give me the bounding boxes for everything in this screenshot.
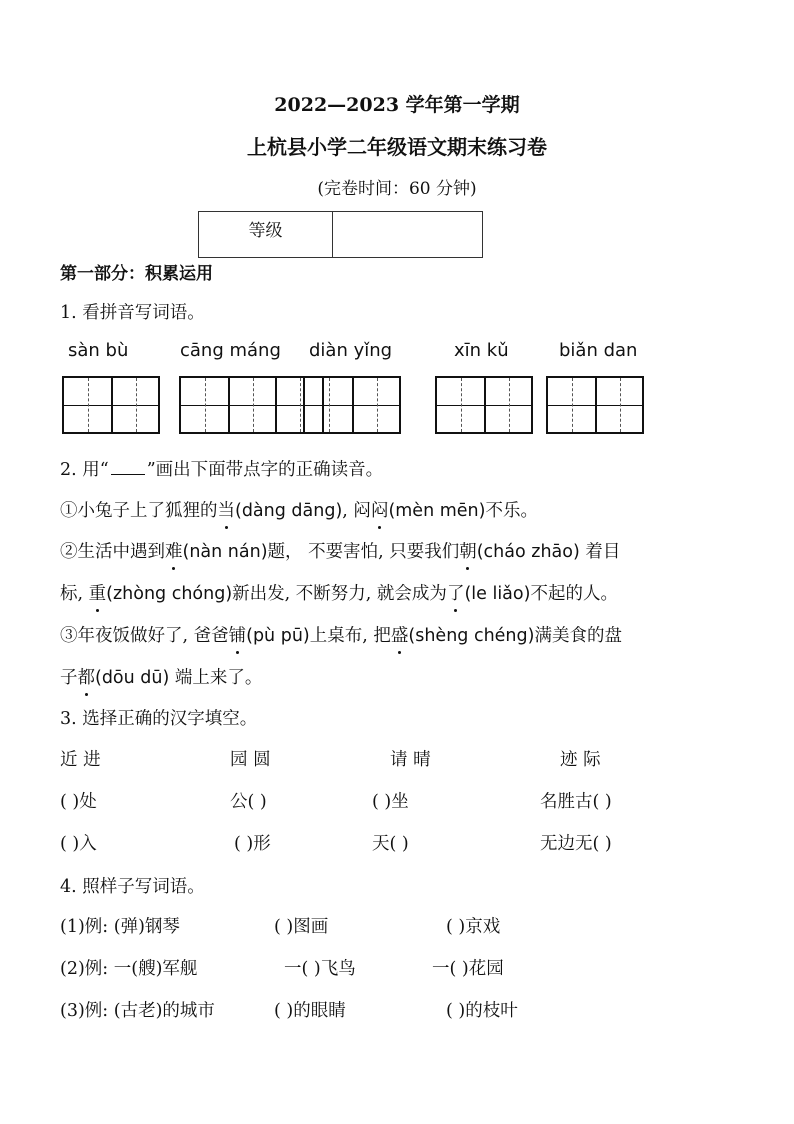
writing-grid-3[interactable] [303, 376, 401, 434]
dotted-char: 难 [165, 538, 183, 563]
dotted-char: 都 [78, 664, 96, 689]
q4-blank[interactable]: ( )图画 [274, 917, 329, 937]
writing-grid-5[interactable] [546, 376, 644, 434]
q3-blank[interactable]: 天( ) [372, 834, 409, 854]
q2-sentence-3: 标, 重(zhòng chóng)新出发, 不断努力, 就会成为了(le liǎo)不起的人。 [60, 580, 618, 605]
q3-title: 3. 选择正确的汉字填空。 [60, 709, 258, 729]
q3-blank[interactable]: 无边无( ) [540, 834, 612, 854]
q4-blank[interactable]: ( )的枝叶 [446, 1001, 518, 1021]
q4-example-1: (1)例: (弹)钢琴 [60, 917, 180, 937]
grade-value[interactable] [333, 212, 483, 258]
dotted-char: 朝 [459, 538, 477, 563]
dotted-char: 当 [218, 497, 236, 522]
q3-pair-2: 园 圆 [230, 750, 271, 770]
pinyin-2: cāng máng [180, 340, 281, 361]
dotted-char: 盛 [391, 622, 409, 647]
q4-blank[interactable]: ( )的眼睛 [274, 1001, 346, 1021]
q3-pair-3: 请 晴 [390, 750, 431, 770]
writing-grid-4[interactable] [435, 376, 533, 434]
q1-title: 1. 看拼音写词语。 [60, 303, 205, 323]
part1-title: 第一部分：积累运用 [60, 264, 213, 284]
q2-title: 2. 用“ ”画出下面带点字的正确读音。 [60, 460, 384, 480]
year-line: 2022—2023 学年第一学期 [274, 94, 520, 116]
underline-sample [111, 474, 145, 475]
q4-example-2: (2)例: 一(艘)军舰 [60, 959, 198, 979]
dotted-char: 铺 [229, 622, 247, 647]
q3-blank[interactable]: 名胜古( ) [540, 792, 612, 812]
time-note: (完卷时间：60 分钟) [317, 179, 477, 199]
q3-blank[interactable]: ( )处 [60, 792, 97, 812]
q4-title: 4. 照样子写词语。 [60, 877, 205, 897]
q3-pair-1: 近 进 [60, 750, 101, 770]
q4-blank[interactable]: 一( )花园 [432, 959, 504, 979]
pinyin-1: sàn bù [68, 340, 129, 361]
q2-sentence-4: ③年夜饭做好了, 爸爸铺(pù pū)上桌布, 把盛(shèng chéng)满美食的盘 [60, 622, 622, 647]
q2-sentence-2: ②生活中遇到难(nàn nán)题， 不要害怕, 只要我们朝(cháo zhāo) 着目 [60, 538, 620, 563]
grade-label: 等级 [199, 212, 333, 258]
dotted-char: 闷 [371, 497, 389, 522]
q3-blank[interactable]: ( )入 [60, 834, 97, 854]
q4-blank[interactable]: ( )京戏 [446, 917, 501, 937]
q3-blank[interactable]: ( )坐 [372, 792, 409, 812]
q3-blank[interactable]: 公( ) [230, 792, 267, 812]
q3-blank[interactable]: ( )形 [234, 834, 271, 854]
grade-table [198, 211, 483, 258]
q4-example-3: (3)例: (古老)的城市 [60, 1001, 215, 1021]
writing-grid-1[interactable] [62, 376, 160, 434]
dotted-char: 了 [447, 580, 465, 605]
q4-blank[interactable]: 一( )飞鸟 [284, 959, 356, 979]
q3-pair-4: 迹 际 [560, 750, 601, 770]
pinyin-3: diàn yǐng [309, 340, 393, 361]
q2-sentence-1: ①小兔子上了狐狸的当(dàng dāng), 闷闷(mèn mēn)不乐。 [60, 497, 538, 522]
pinyin-5: biǎn dan [559, 340, 638, 361]
pinyin-4: xīn kǔ [454, 340, 509, 361]
q2-sentence-5: 子都(dōu dū) 端上来了。 [60, 664, 262, 689]
dotted-char: 重 [89, 580, 107, 605]
paper-title: 上杭县小学二年级语文期末练习卷 [247, 135, 547, 159]
